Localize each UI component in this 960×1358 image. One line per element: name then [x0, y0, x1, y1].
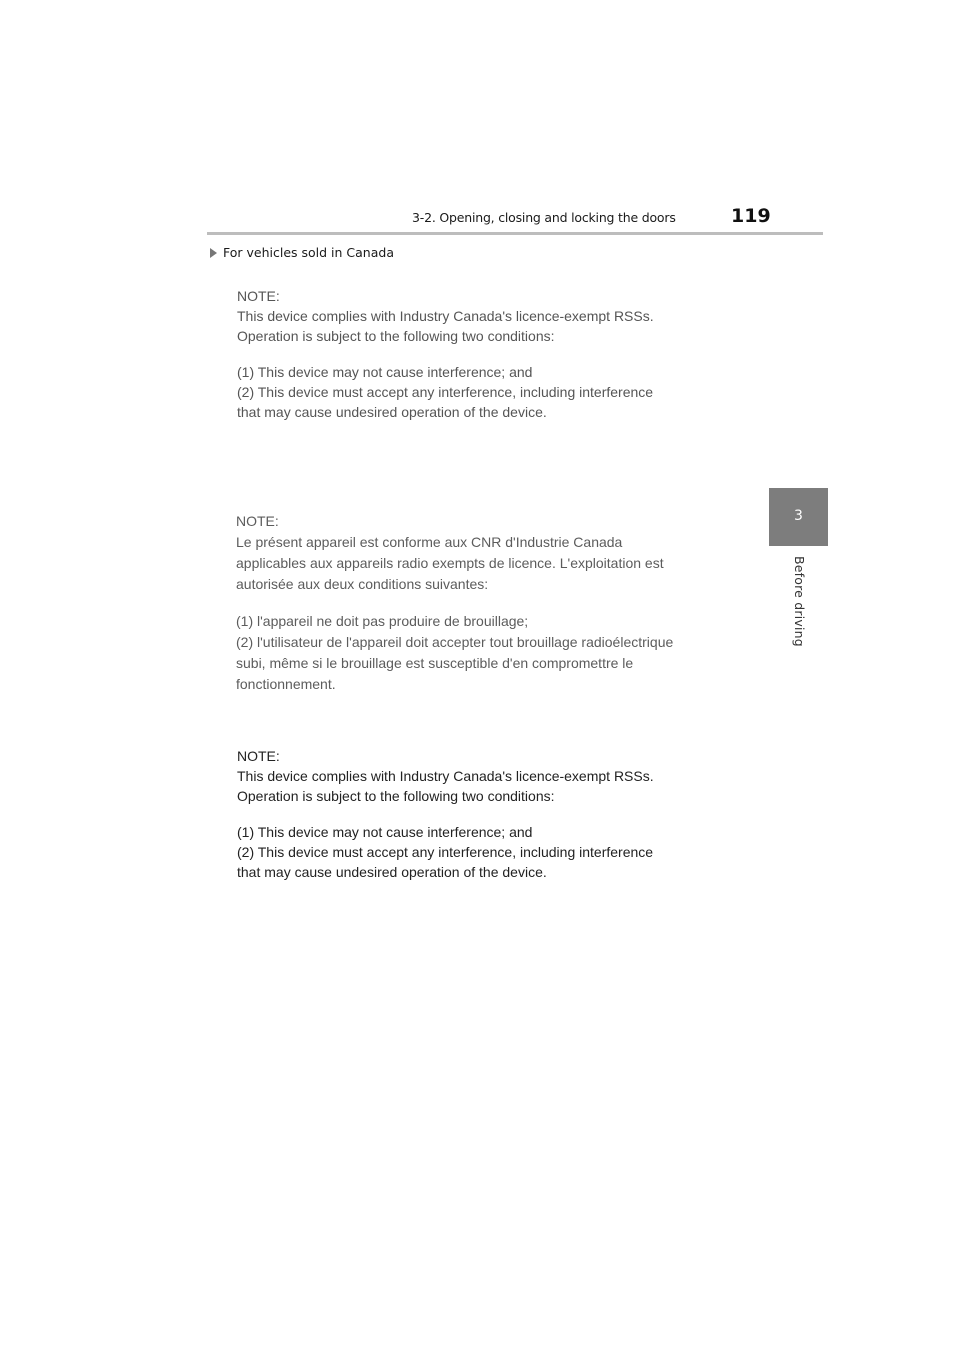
notice-line: (2) l'utilisateur de l'appareil doit accepter tout brouillage radioélectrique: [236, 634, 674, 650]
notice-line: (2) This device must accept any interference, including interference: [237, 384, 654, 400]
notice-line: that may cause undesired operation of the device.: [237, 404, 547, 420]
notice-line: fonctionnement.: [236, 676, 336, 692]
notice-line: (2) This device must accept any interference, including interference: [237, 844, 654, 860]
notice-english-2: [237, 746, 654, 882]
notice-french: [236, 511, 673, 695]
header-divider: [207, 232, 823, 235]
notice-line: Le présent appareil est conforme aux CNR d'Industrie Canada: [236, 534, 623, 550]
header-section-title: 3-2. Opening, closing and locking the doors: [412, 210, 676, 225]
notice-line: NOTE:: [237, 288, 280, 304]
notice-line: (1) This device may not cause interference; and: [237, 824, 533, 840]
chapter-tab: [769, 488, 828, 546]
notice-line: This device complies with Industry Canada's licence-exempt RSSs.: [237, 308, 654, 324]
section-heading: [210, 245, 394, 260]
notice-english-1: [237, 286, 654, 422]
notice-line: (1) l'appareil ne doit pas produire de brouillage;: [236, 613, 529, 629]
notice-line: NOTE:: [236, 513, 279, 529]
notice-line: Operation is subject to the following two conditions:: [237, 328, 555, 344]
notice-line: that may cause undesired operation of the device.: [237, 864, 547, 880]
notice-line: autorisée aux deux conditions suivantes:: [236, 576, 489, 592]
chapter-number: 3: [794, 508, 803, 524]
chapter-label: Before driving: [792, 556, 807, 647]
notice-line: (1) This device may not cause interference; and: [237, 364, 533, 380]
notice-line: subi, même si le brouillage est susceptible d'en compromettre le: [236, 655, 634, 671]
triangle-bullet-icon: [210, 248, 217, 258]
notice-line: This device complies with Industry Canada's licence-exempt RSSs.: [237, 768, 654, 784]
section-heading-text: For vehicles sold in Canada: [223, 245, 394, 260]
notice-line: applicables aux appareils radio exempts de licence. L'exploitation est: [236, 555, 664, 571]
notice-line: NOTE:: [237, 748, 280, 764]
page-number: 119: [731, 205, 771, 227]
notice-line: Operation is subject to the following two conditions:: [237, 788, 555, 804]
